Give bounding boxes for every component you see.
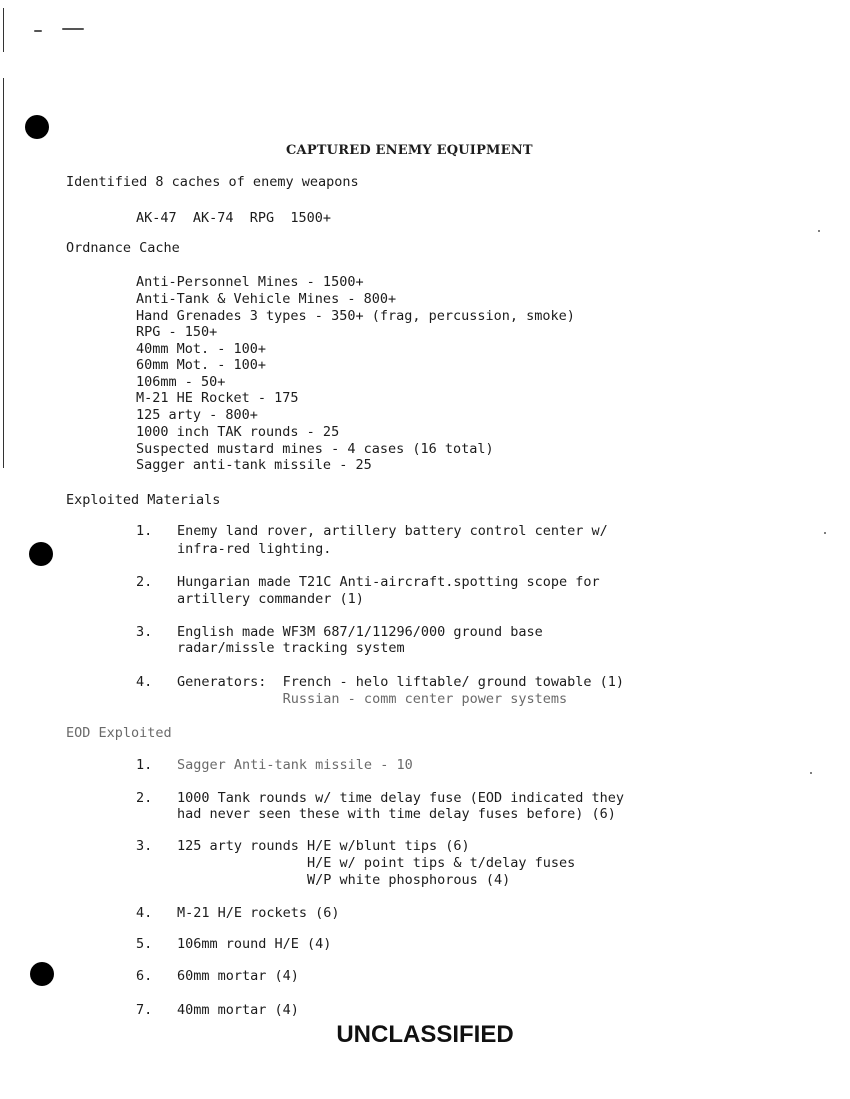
- scan-edge-line: [3, 78, 4, 468]
- list-item: Hungarian made T21C Anti-aircraft.spotting scope for: [177, 574, 600, 590]
- list-number: 3.: [136, 624, 153, 640]
- classification-marking: UNCLASSIFIED: [336, 1021, 514, 1048]
- list-number: 2.: [136, 790, 153, 806]
- list-number: 3.: [136, 838, 153, 854]
- scan-edge-line-top: [3, 8, 4, 52]
- ordnance-item: M-21 HE Rocket - 175: [136, 390, 299, 406]
- list-number: 4.: [136, 905, 153, 921]
- list-item: Enemy land rover, artillery battery control center w/: [177, 523, 608, 539]
- weapons-list: AK-47 AK-74 RPG 1500+: [136, 210, 332, 226]
- list-item: 125 arty rounds H/E w/blunt tips (6): [177, 838, 470, 854]
- scan-speck: [34, 30, 42, 32]
- scan-speck: [824, 532, 826, 534]
- eod-exploited-heading: EOD Exploited: [66, 725, 172, 741]
- ordnance-heading: Ordnance Cache: [66, 240, 180, 256]
- list-item: 1000 Tank rounds w/ time delay fuse (EOD indicated they: [177, 790, 625, 806]
- list-item: 60mm mortar (4): [177, 968, 299, 984]
- list-item-continued: radar/missle tracking system: [177, 640, 405, 656]
- list-number: 1.: [136, 757, 153, 773]
- list-item: 40mm mortar (4): [177, 1002, 299, 1018]
- list-item-continued: Russian - comm center power systems: [177, 691, 568, 707]
- list-number: 4.: [136, 674, 153, 690]
- ordnance-item: 106mm - 50+: [136, 374, 226, 390]
- ordnance-item: 40mm Mot. - 100+: [136, 341, 267, 357]
- list-item-continued: artillery commander (1): [177, 591, 364, 607]
- caches-heading: Identified 8 caches of enemy weapons: [66, 174, 359, 190]
- ordnance-item: RPG - 150+: [136, 324, 218, 340]
- exploited-materials-heading: Exploited Materials: [66, 492, 221, 508]
- list-item-continued: infra-red lighting.: [177, 541, 332, 557]
- list-item: Sagger Anti-tank missile - 10: [177, 757, 413, 773]
- list-item-continued: had never seen these with time delay fuses before) (6): [177, 806, 616, 822]
- scan-speck: [818, 230, 820, 232]
- list-number: 5.: [136, 936, 153, 952]
- list-item: 106mm round H/E (4): [177, 936, 332, 952]
- ordnance-item: Suspected mustard mines - 4 cases (16 total): [136, 441, 494, 457]
- punch-hole-bottom: [30, 962, 54, 986]
- scan-speck: [810, 772, 812, 774]
- list-item: English made WF3M 687/1/11296/000 ground base: [177, 624, 543, 640]
- list-item: Generators: French - helo liftable/ ground towable (1): [177, 674, 625, 690]
- list-item-continued: H/E w/ point tips & t/delay fuses: [177, 855, 576, 871]
- punch-hole-middle: [29, 542, 53, 566]
- ordnance-item: Anti-Tank & Vehicle Mines - 800+: [136, 291, 397, 307]
- scan-speck: [62, 28, 84, 30]
- list-number: 2.: [136, 574, 153, 590]
- ordnance-item: 1000 inch TAK rounds - 25: [136, 424, 340, 440]
- document-title: CAPTURED ENEMY EQUIPMENT: [286, 143, 533, 158]
- list-number: 1.: [136, 523, 153, 539]
- ordnance-item: Sagger anti-tank missile - 25: [136, 457, 372, 473]
- list-number: 7.: [136, 1002, 153, 1018]
- list-number: 6.: [136, 968, 153, 984]
- ordnance-item: Hand Grenades 3 types - 350+ (frag, percussion, smoke): [136, 308, 575, 324]
- ordnance-item: 125 arty - 800+: [136, 407, 258, 423]
- ordnance-item: Anti-Personnel Mines - 1500+: [136, 274, 364, 290]
- punch-hole-top: [25, 115, 49, 139]
- list-item-continued: W/P white phosphorous (4): [177, 872, 511, 888]
- ordnance-item: 60mm Mot. - 100+: [136, 357, 267, 373]
- list-item: M-21 H/E rockets (6): [177, 905, 340, 921]
